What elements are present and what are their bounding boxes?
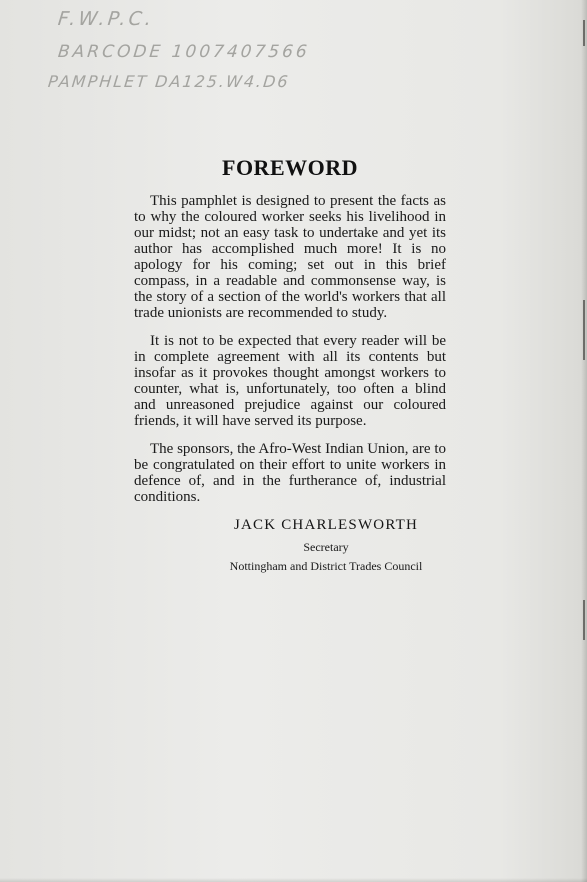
annotation-barcode: BARCODE 1007407566 bbox=[56, 42, 311, 62]
foreword-section bbox=[134, 155, 446, 574]
edge-mark bbox=[583, 20, 585, 46]
foreword-paragraph-3: The sponsors, the Afro-West Indian Union, are to be congratulated on their effort to unite workers in defence of, and in the furtherance of, industrial conditions. bbox=[134, 441, 446, 505]
signature-block bbox=[206, 517, 446, 574]
page-edge-shadow bbox=[581, 0, 587, 882]
foreword-title: FOREWORD bbox=[222, 155, 358, 180]
handwritten-catalog-annotations bbox=[47, 2, 311, 99]
edge-mark bbox=[583, 600, 585, 640]
annotation-collection-code: F.W.P.C. bbox=[56, 8, 156, 30]
annotation-shelfmark: PAMPHLET DA125.W4.D6 bbox=[47, 72, 291, 91]
signatory-name: JACK CHARLESWORTH bbox=[233, 517, 419, 533]
foreword-paragraph-2: It is not to be expected that every reader will be in complete agreement with all its contents but insofar as it provokes thought amongst workers to counter, what is, unfortunately, too often a blind and unreasoned prejudice against our coloured friends, it will have served its purpose. bbox=[134, 333, 446, 429]
signatory-role: Secretary bbox=[303, 540, 349, 554]
page-bottom-edge bbox=[0, 878, 587, 882]
edge-mark bbox=[583, 300, 585, 360]
foreword-paragraph-1: This pamphlet is designed to present the facts as to why the coloured worker seeks his livelihood in our midst; not an easy task to undertake and yet its author has accomplished much more! It is no apology for his coming; set out in this brief compass, in a readable and commonsense way, is the story of a section of the world's workers that all trade unionists are recommended to study. bbox=[134, 193, 446, 321]
signatory-organization: Nottingham and District Trades Council bbox=[229, 559, 423, 573]
